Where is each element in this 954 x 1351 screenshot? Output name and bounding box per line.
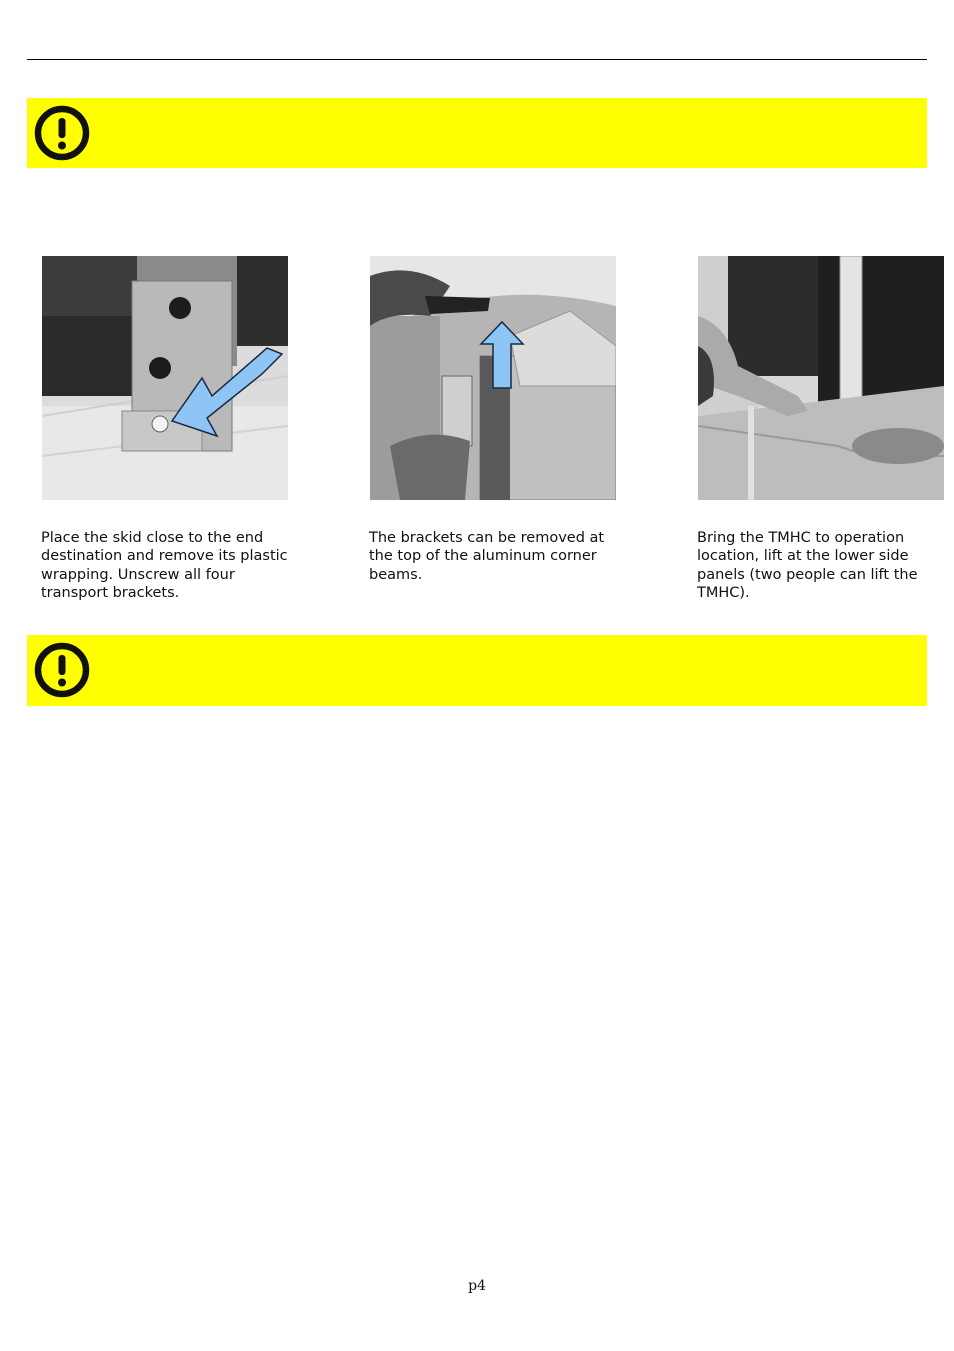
step-caption: Place the skid close to the end destination and remove its plastic wrapping. Unscrew all four transport brackets. bbox=[41, 530, 288, 602]
bracket-removal-photo bbox=[370, 256, 616, 500]
header-rule bbox=[27, 59, 927, 60]
warning-banner-top bbox=[27, 98, 927, 168]
lifting-tmhc-photo bbox=[698, 256, 944, 500]
warning-banner-bottom bbox=[27, 635, 927, 706]
exclamation-circle-icon bbox=[33, 641, 91, 699]
step-caption: The brackets can be removed at the top of the aluminum corner beams. bbox=[369, 530, 605, 583]
skid-bracket-photo bbox=[42, 256, 288, 500]
exclamation-circle-icon bbox=[33, 104, 91, 162]
page-number: p4 bbox=[468, 1278, 486, 1294]
step-caption: Bring the TMHC to operation location, lift at the lower side panels (two people can lift the TMHC). bbox=[697, 530, 918, 602]
